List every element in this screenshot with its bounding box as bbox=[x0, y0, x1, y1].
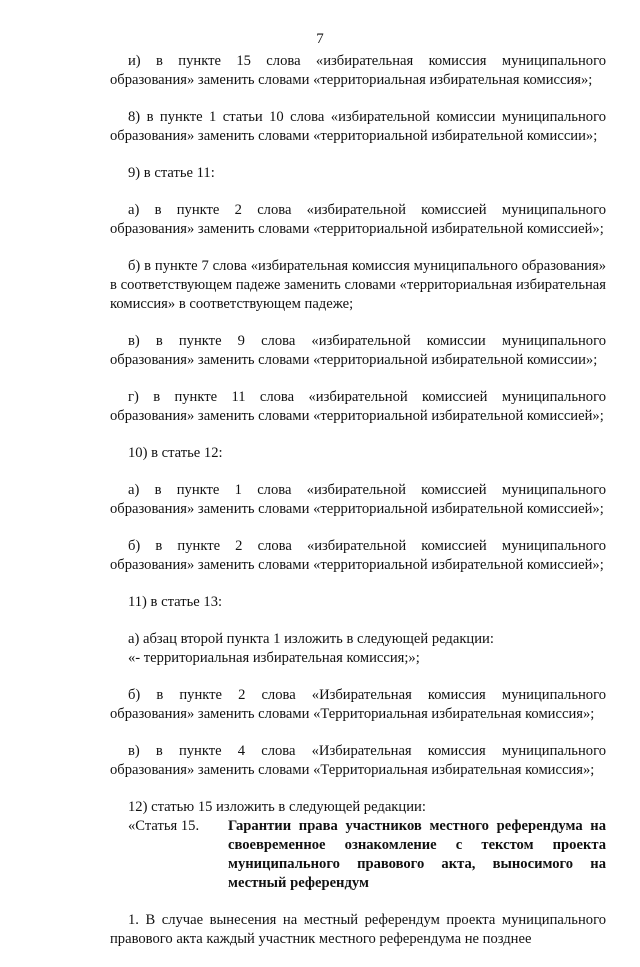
paragraph-item-9: 9) в статье 11: bbox=[128, 165, 215, 181]
article-heading bbox=[110, 817, 606, 893]
page-number: 7 bbox=[316, 31, 324, 47]
paragraph-item-9b: б) в пункте 7 слова «избирательная комиссия муниципального образования» в соответствующем падеже заменить словами «территориальная избирательная комиссия» в соответствующем падеже; bbox=[110, 258, 606, 312]
article-title: Гарантии права участников местного референдума на своевременное ознакомление с текстом проекта муниципального правового акта, выносимого на местный референдум bbox=[228, 818, 606, 891]
paragraph-item-11b: б) в пункте 2 слова «Избирательная комиссия муниципального образования» заменить словами «Территориальная избирательная комиссия»; bbox=[110, 687, 606, 722]
paragraph-item-11a: а) абзац второй пункта 1 изложить в следующей редакции: bbox=[128, 631, 494, 647]
paragraph-item-11: 11) в статье 13: bbox=[128, 594, 223, 610]
paragraph-item-10: 10) в статье 12: bbox=[128, 445, 223, 461]
document-body bbox=[110, 52, 606, 967]
paragraph-item-i: и) в пункте 15 слова «избирательная комиссия муниципального образования» заменить словами «территориальная избирательная комиссия»; bbox=[110, 53, 606, 88]
paragraph-item-9a: а) в пункте 2 слова «избирательной комиссией муниципального образования» заменить словами «территориальной избирательной комиссией»; bbox=[110, 202, 606, 237]
paragraph-item-10a: а) в пункте 1 слова «избирательной комиссией муниципального образования» заменить словами «территориальной избирательной комиссией»; bbox=[110, 482, 606, 517]
article-number: «Статья 15. bbox=[128, 818, 200, 834]
paragraph-item-10b: б) в пункте 2 слова «избирательной комиссией муниципального образования» заменить словами «территориальной избирательной комиссией»; bbox=[110, 538, 606, 573]
article-paragraph-1: 1. В случае вынесения на местный референдум проекта муниципального правового акта каждый участник местного референдума не позднее bbox=[110, 912, 606, 947]
paragraph-item-11a-text: «- территориальная избирательная комиссия;»; bbox=[128, 650, 420, 666]
paragraph-item-12: 12) статью 15 изложить в следующей редакции: bbox=[128, 799, 426, 815]
paragraph-item-9v: в) в пункте 9 слова «избирательной комиссии муниципального образования» заменить словами «территориальной избирательной комиссии»; bbox=[110, 333, 606, 368]
paragraph-item-11v: в) в пункте 4 слова «Избирательная комиссия муниципального образования» заменить словами «Территориальная избирательная комиссия»; bbox=[110, 743, 606, 778]
paragraph-item-8: 8) в пункте 1 статьи 10 слова «избирательной комиссии муниципального образования» заменить словами «территориальной избирательной комиссии»; bbox=[110, 109, 606, 144]
paragraph-item-9g: г) в пункте 11 слова «избирательной комиссией муниципального образования» заменить словами «территориальной избирательной комиссией»; bbox=[110, 389, 606, 424]
